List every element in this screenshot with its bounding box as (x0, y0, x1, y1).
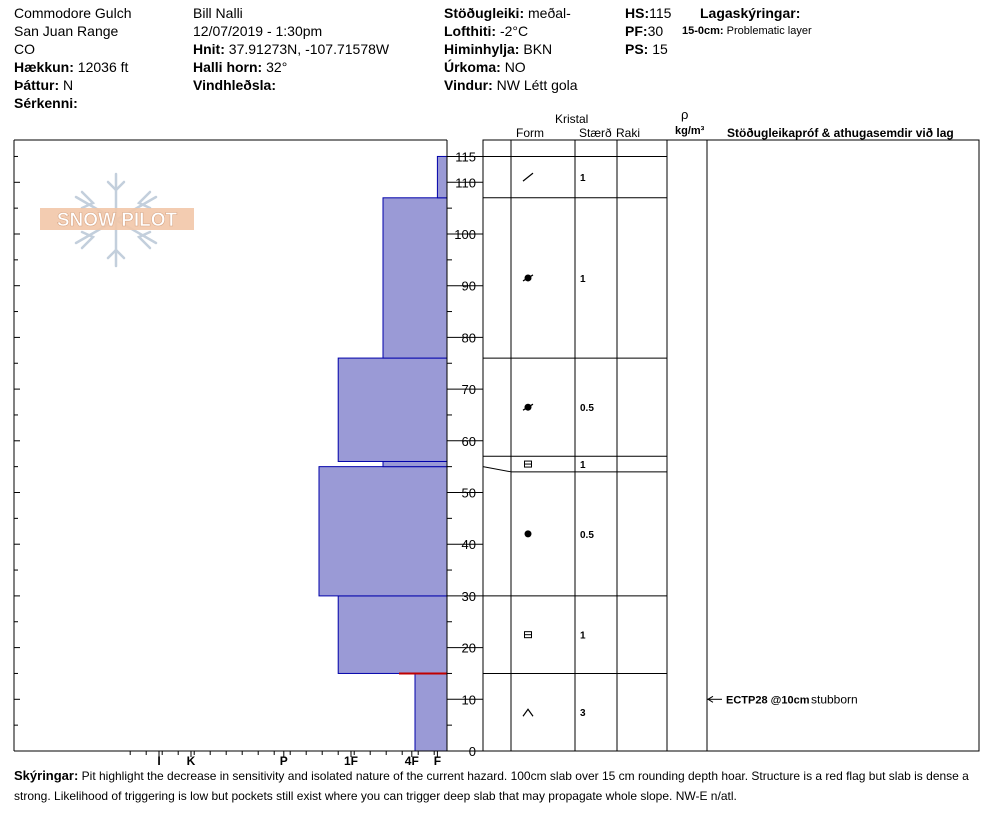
col-size: Stærð (579, 126, 612, 140)
hardness-bar (437, 156, 447, 197)
sky-value: BKN (523, 41, 553, 57)
hardness-tick-label: F (433, 754, 442, 765)
hardness-bar (383, 461, 447, 466)
stability-value: meðal- (528, 5, 571, 21)
crystal-size-label: 1 (580, 460, 586, 472)
layer-note-depth: 15-0cm: (682, 25, 724, 37)
depth-tick-label: 30 (461, 588, 476, 604)
col-rho: ρ (681, 107, 689, 122)
air-temp-value: -2°C (499, 23, 529, 39)
hardness-tick-label: P (279, 754, 288, 765)
elevation-label: Hækkun: (14, 59, 74, 75)
coords-value: 37.91273N, -107.71578W (228, 41, 390, 57)
wind-value: NW Létt gola (496, 77, 578, 93)
observation-datetime: 12/07/2019 - 1:30pm (193, 23, 323, 39)
depth-tick-label: 50 (461, 485, 476, 501)
logo-text: SNOW PILOT (56, 210, 178, 231)
depth-tick-label: 20 (461, 640, 476, 656)
col-tests: Stöðugleikapróf & athugasemdir við lag (727, 126, 954, 140)
layer-note-text: Problematic layer (726, 25, 812, 37)
hardness-bar (319, 467, 447, 596)
crystal-form-faceted-rounded-icon (525, 461, 532, 467)
pf-value: 30 (647, 23, 664, 39)
wind-loading-label: Vindhleðsla: (193, 77, 276, 93)
hardness-tick-label: 4F (404, 754, 419, 765)
boundary-connector (483, 467, 511, 472)
state-name: CO (14, 41, 35, 57)
layer-notes-label: Lagaskýringar: (700, 5, 801, 21)
aspect-value: N (63, 77, 74, 93)
sky-label: Himinhylja: (444, 41, 520, 57)
crystal-form-faceted-rounded-icon (525, 632, 532, 638)
coords-label: Hnit: (193, 41, 225, 57)
crystal-form-depth-hoar-icon (523, 709, 533, 716)
range-name: San Juan Range (14, 23, 119, 39)
depth-tick-label: 10 (461, 692, 476, 708)
col-crystal: Kristal (555, 112, 589, 126)
crystal-size-label: 3 (580, 708, 586, 720)
crystal-size-label: 0.5 (580, 403, 594, 415)
hardness-tick-label: I (157, 754, 161, 765)
elevation-value: 12036 ft (77, 59, 129, 75)
crystal-form-decomposing-icon (523, 173, 533, 181)
test-note: stubborn (811, 692, 858, 707)
depth-tick-label: 60 (461, 433, 476, 449)
pf-label: PF: (625, 23, 648, 39)
remarks (14, 766, 994, 806)
test-result: ECTP28 @10cm (726, 694, 810, 707)
precip-label: Úrkoma: (444, 59, 501, 75)
hardness-bar (383, 198, 447, 358)
col-form: Form (516, 126, 544, 140)
hs-label: HS: (625, 5, 650, 21)
observer-name: Bill Nalli (193, 5, 243, 21)
ps-label: PS: (625, 41, 649, 57)
slope-label: Halli horn: (193, 59, 263, 75)
features-label: Sérkenni: (14, 95, 78, 111)
stability-label: Stöðugleiki: (444, 5, 525, 21)
depth-tick-label: 40 (461, 537, 476, 553)
wind-label: Vindur: (444, 77, 493, 93)
rounded-dot (525, 530, 532, 537)
crystal-size-label: 1 (580, 630, 586, 642)
col-moisture: Raki (616, 126, 641, 140)
decomposing-stroke (523, 173, 533, 181)
crystal-size-label: 1 (580, 173, 586, 185)
crystal-form-rounded-faceted-icon (523, 404, 533, 411)
aspect-label: Þáttur: (14, 77, 60, 93)
depth-tick-label: 70 (461, 382, 476, 398)
hardness-tick-label: 1F (343, 754, 359, 765)
hardness-tick-label: K (186, 754, 196, 765)
remarks-text: Pit highlight the decrease in sensitivity and isolated nature of the current hazard. 100cm slab over 15 cm rounding depth hoar. Structure is a red flag but slab is dense a strong. Likelihood of triggering is low but pockets still exist where you can trigger deep slab that may propagate whole slope. NW-E n/atl. (14, 769, 969, 803)
air-temp-label: Lofthiti: (444, 23, 497, 39)
hardness-bar (338, 596, 447, 674)
depth-tick-label: 0 (468, 744, 476, 759)
depth-hoar-chevron (523, 709, 533, 716)
col-density-unit: kg/m³ (675, 125, 705, 137)
depth-tick-label: 100 (454, 227, 476, 242)
location-name: Commodore Gulch (14, 5, 132, 21)
crystal-form-rounded-faceted-icon (523, 274, 533, 281)
depth-tick-label: 80 (461, 330, 476, 346)
depth-tick-label: 110 (455, 175, 476, 191)
crystal-size-label: 0.5 (580, 529, 594, 541)
hs-value: 115 (649, 5, 672, 21)
hardness-bar (415, 673, 447, 751)
precip-value: NO (504, 59, 526, 75)
slope-value: 32° (266, 59, 288, 75)
depth-tick-label: 90 (461, 278, 476, 294)
remarks-label: Skýringar: (14, 768, 79, 783)
depth-tick-label: 115 (455, 149, 476, 165)
crystal-table-frame (483, 140, 979, 751)
ps-value: 15 (652, 41, 668, 57)
crystal-form-rounded-icon (525, 530, 532, 537)
crystal-size-label: 1 (580, 273, 586, 285)
hardness-bar (338, 358, 447, 461)
